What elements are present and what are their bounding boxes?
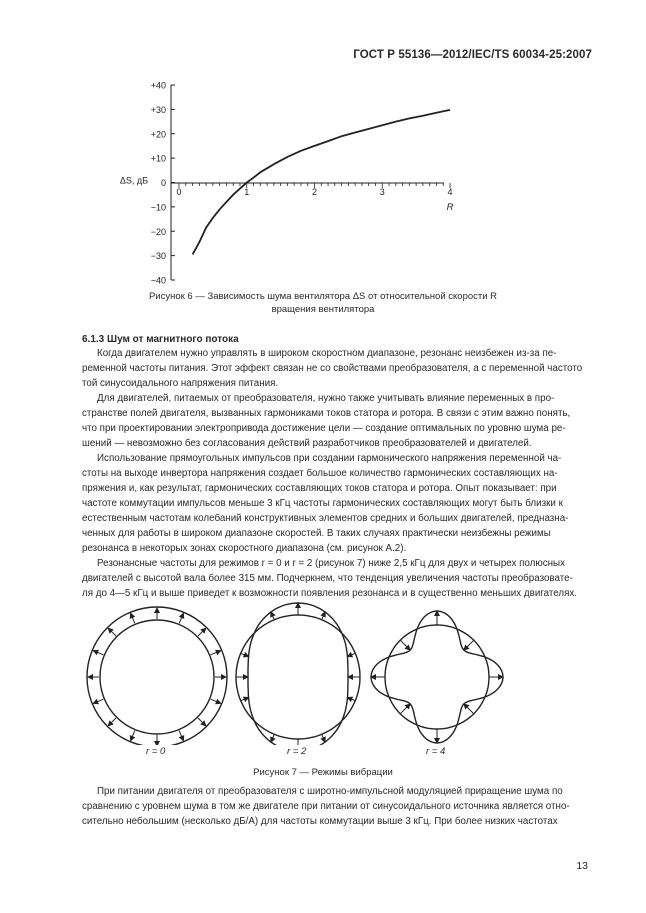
deformation-arrow xyxy=(271,734,274,742)
radial-arrow xyxy=(198,628,206,636)
vibration-modes-figure xyxy=(0,600,646,745)
mode-label-r0: r = 0 xyxy=(146,746,166,757)
mode-r0-diagram xyxy=(87,607,227,745)
deformation-arrow xyxy=(347,698,355,701)
radial-arrow xyxy=(108,628,116,636)
y-tick-label: −30 xyxy=(150,251,166,262)
radial-arrow xyxy=(108,718,116,726)
paragraph-line: двигателей с высотой вала более 315 мм. Подчеркнем, что тенденция увеличения частоты преобразовате- xyxy=(82,573,573,584)
y-tick-label: +30 xyxy=(150,104,166,115)
deformation-arrow xyxy=(322,734,325,742)
paragraph-line: шений — невозможно без согласования действий разработчиков преобразователей и двигателей. xyxy=(82,438,532,449)
paragraph-line: странстве полей двигателя, вызванных гармониками токов статора и ротора. В связи с этим важно понять, xyxy=(82,408,571,419)
y-axis-label: ΔS, дБ xyxy=(119,175,148,186)
paragraph-line: частоте коммутации импульсов меньше 3 кГц частоты гармонических составляющих могут быть близки к xyxy=(82,498,563,509)
deformation-arrow xyxy=(400,704,410,714)
figure6-caption-line2: вращения вентилятора xyxy=(271,304,375,315)
x-axis-label: R xyxy=(446,202,454,213)
deformation-arrow xyxy=(241,698,249,701)
fan-noise-chart xyxy=(0,0,646,300)
series-line xyxy=(193,110,453,255)
y-tick-label: +40 xyxy=(150,80,166,91)
paragraph-4 xyxy=(82,556,588,601)
x-tick-label: 1 xyxy=(244,187,250,197)
figure7-caption: Рисунок 7 — Режимы вибрации xyxy=(253,767,393,778)
paragraph-1 xyxy=(82,346,588,391)
paragraph-line: ченных для работы в широком диапазоне скоростей. В таких случаях практически неизбежны режимы xyxy=(82,528,551,539)
radial-arrow xyxy=(179,731,183,741)
deformation-arrow xyxy=(241,653,249,656)
y-tick-label: +10 xyxy=(150,153,166,164)
mode-label-r4: r = 4 xyxy=(426,746,446,757)
paragraph-line: сительно небольшим (несколько дБ/А) для частоты коммутации выше 3 кГц. При более низких частотах xyxy=(82,816,558,827)
paragraph-line: Когда двигателем нужно управлять в широком скоростном диапазоне, резонанс неизбежен из-за пе- xyxy=(97,348,557,359)
paragraph-2 xyxy=(82,391,588,451)
y-tick-label: 0 xyxy=(160,178,166,188)
y-tick-label: −40 xyxy=(150,275,166,286)
mode-r4-diagram xyxy=(371,611,503,743)
radial-arrow xyxy=(211,651,221,655)
x-tick-label: 2 xyxy=(311,187,318,197)
radial-arrow xyxy=(198,718,206,726)
radial-arrow xyxy=(179,613,183,623)
paragraph-line: резонанса в некоторых зонах скоростного диапазона (см. рисунок А.2). xyxy=(82,543,407,554)
section-title: 6.1.3 Шум от магнитного потока xyxy=(82,334,239,345)
paragraph-line: той синусоидального напряжения питания. xyxy=(82,378,279,389)
deformation-arrow xyxy=(464,640,474,650)
figure6-caption-line1: Рисунок 6 — Зависимость шума вентилятора ΔS от относительной скорости R xyxy=(148,291,498,302)
radial-arrow xyxy=(93,651,103,655)
deformation-arrow xyxy=(400,640,410,650)
paragraph-line: Резонансные частоты для режимов r = 0 и r = 2 (рисунок 7) ниже 2,5 кГц для двух и четырех полюсных xyxy=(97,558,565,569)
paragraph-line: стоты на выходе инвертора напряжения создает большое количество гармонических составляющих на- xyxy=(82,468,558,479)
y-tick-label: +20 xyxy=(150,129,166,140)
final-paragraph xyxy=(82,784,588,829)
y-tick-label: −20 xyxy=(150,226,166,237)
figure6-caption xyxy=(60,290,586,316)
paragraph-line: естественным частотам колебаний конструктивных элементов средних и больших двигателей, предназна- xyxy=(82,513,569,524)
page-header: ГОСТ Р 55136—2012/IEC/TS 60034-25:2007 xyxy=(353,49,592,61)
x-tick-label: 3 xyxy=(379,187,385,197)
paragraph-line: Использование прямоугольных импульсов при создании гармонического напряжения переменной ча- xyxy=(97,453,562,464)
paragraph-line: Для двигателей, питаемых от преобразователя, нужно также учитывать влияние переменных в про- xyxy=(97,393,555,404)
x-tick-label: 0 xyxy=(176,187,182,197)
paragraph-line: сравнению с уровнем шума в том же двигателе при питании от синусоидального источника является отно- xyxy=(82,801,570,812)
paragraph-line: При питании двигателя от преобразователя с широтно-импульсной модуляцией приращение шума по xyxy=(97,786,563,797)
page-number: 13 xyxy=(576,860,588,872)
radial-arrow xyxy=(131,731,135,741)
x-tick-label: 4 xyxy=(447,187,453,197)
mode-label-r2: r = 2 xyxy=(287,746,307,757)
radial-arrow xyxy=(93,699,103,703)
paragraph-line: ля до 4—5 кГц и выше приведет к возможности появления резонанса и в существенно меньших двигателях. xyxy=(82,588,578,599)
deformation-arrow xyxy=(464,704,474,714)
radial-arrow xyxy=(131,613,135,623)
deformation-arrow xyxy=(347,653,355,656)
paragraph-line: пряжения и, как результат, гармонических составляющих токов статора и ротора. Опыт показывает: при xyxy=(82,483,557,494)
paragraph-line: что при проектировании электропривода достижение цели — создание оптимальных по уровню шума ре- xyxy=(82,423,566,434)
deformation-arrow xyxy=(271,612,274,620)
y-tick-label: −10 xyxy=(150,202,166,213)
paragraph-line: ременной частоты питания. Этот эффект связан не со свойствами преобразователя, а с переменной частото xyxy=(82,363,583,374)
deformation-arrow xyxy=(322,612,325,620)
mode-r2-diagram xyxy=(236,603,360,745)
radial-arrow xyxy=(211,699,221,703)
paragraph-3 xyxy=(82,451,588,556)
